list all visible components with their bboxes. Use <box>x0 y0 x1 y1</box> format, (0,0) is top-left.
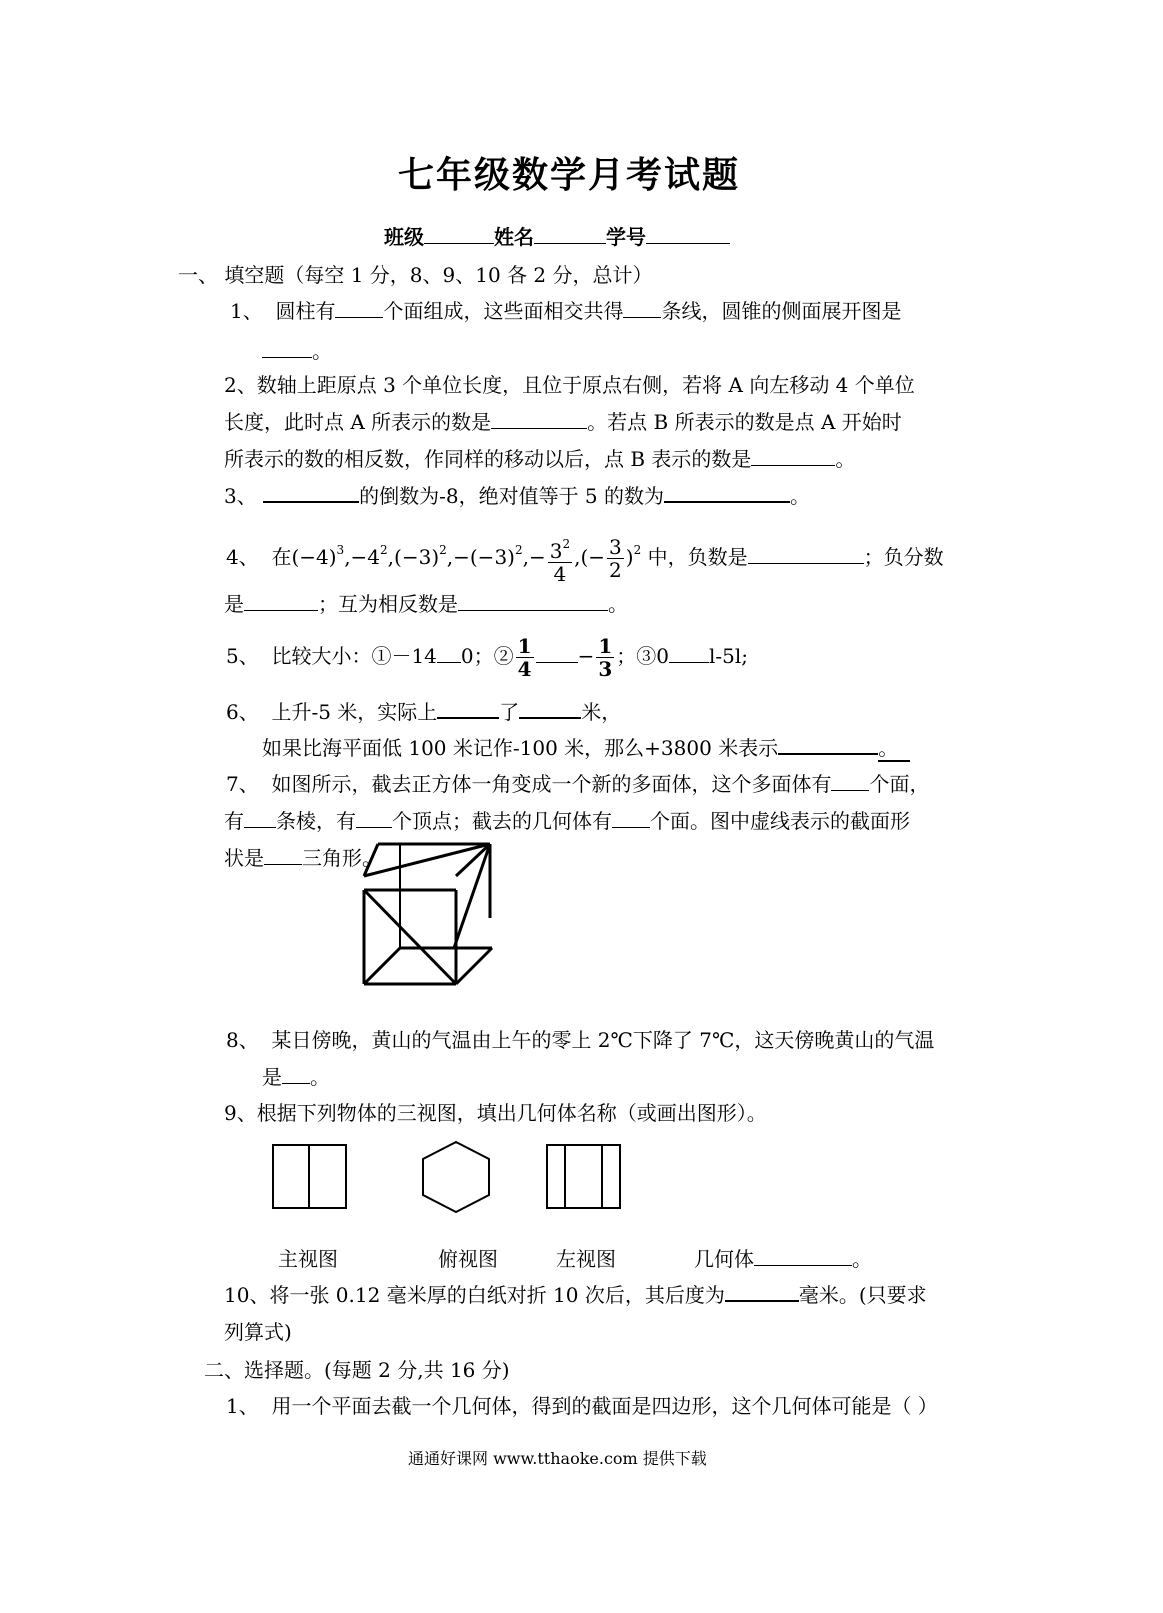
s2-q1-text: 用一个平面去截一个几何体，得到的截面是四边形，这个几何体可能是（ ） <box>271 1394 938 1418</box>
q7-blank5[interactable] <box>264 844 302 865</box>
q3-blank1[interactable] <box>263 481 359 503</box>
q2-line2 <box>224 407 902 437</box>
q7-blank2[interactable] <box>244 807 276 828</box>
q2-line3 <box>224 444 855 474</box>
student-number-blank[interactable] <box>646 223 730 244</box>
front-view-figure <box>272 1144 348 1210</box>
q7-text6: 个面。图中虚线表示的截面形 <box>650 809 910 833</box>
left-view-figure <box>546 1144 622 1210</box>
q8-number: 8、 <box>226 1028 259 1052</box>
solid-label-line <box>694 1244 872 1274</box>
section2-heading: 二、选择题。(每题 2 分,共 16 分) <box>204 1358 510 1382</box>
top-view-label: 俯视图 <box>438 1247 498 1271</box>
q3-number: 3、 <box>224 484 257 508</box>
q6-line1 <box>226 697 621 727</box>
q3-line <box>224 481 810 511</box>
q2-text3b: 。 <box>835 447 856 471</box>
s2-q1-line <box>226 1391 938 1421</box>
q4-text1: 中，负数是 <box>647 545 748 569</box>
q4-text5: 。 <box>608 592 628 616</box>
q5-blank3[interactable] <box>669 642 709 663</box>
q5-text5: l-5l; <box>708 644 748 668</box>
name-blank[interactable] <box>534 223 606 244</box>
q4-text3: 是 <box>224 592 244 616</box>
q4-text4: ；互为相反数是 <box>318 592 458 616</box>
q1-line2 <box>262 336 332 366</box>
q5-number: 5、 <box>226 644 259 668</box>
q8-text1: 某日傍晚，黄山的气温由上午的零上 2℃下降了 7℃，这天傍晚黄山的气温 <box>271 1028 935 1052</box>
q1-text3: 条线，圆锥的侧面展开图是 <box>661 299 902 323</box>
q6-text3: 米， <box>581 700 622 724</box>
student-number-label: 学号 <box>606 225 646 249</box>
q8-line1 <box>226 1025 934 1055</box>
class-label: 班级 <box>384 225 424 249</box>
q7-text8: 三角形。 <box>302 846 382 870</box>
q1-blank2[interactable] <box>623 297 661 318</box>
left-view-label: 左视图 <box>556 1247 616 1271</box>
q4-blank1[interactable] <box>748 543 864 564</box>
q7-blank4[interactable] <box>612 807 650 828</box>
q7-text2: 个面， <box>869 772 930 796</box>
q5-text1: 比较大小：①－14 <box>271 644 437 668</box>
q7-number: 7、 <box>226 772 259 796</box>
class-blank[interactable] <box>424 223 494 244</box>
q1-text2: 个面组成，这些面相交共得 <box>383 299 624 323</box>
q6-blank3[interactable] <box>778 733 878 755</box>
q7-text3: 有 <box>224 809 244 833</box>
q5-fraction1: $\frac{1}{4}$ <box>517 634 532 681</box>
q7-line1 <box>226 769 929 799</box>
q7-blank3[interactable] <box>356 807 392 828</box>
student-info-line <box>384 222 730 252</box>
q8-blank[interactable] <box>282 1063 310 1084</box>
q4-pre: 在 <box>271 545 292 569</box>
q4-number: 4、 <box>226 545 259 569</box>
q7-text5: 个顶点；截去的几何体有 <box>392 809 612 833</box>
q3-text1: 的倒数为-8，绝对值等于 5 的数为 <box>359 484 665 508</box>
q9-line: 9、根据下列物体的三视图，填出几何体名称（或画出图形）。 <box>224 1101 767 1125</box>
q4-line1 <box>226 526 944 585</box>
q4-fraction2: $\frac{3}{2}$ <box>609 535 622 582</box>
q6-text1: 上升-5 米，实际上 <box>271 700 438 724</box>
q4-blank2[interactable] <box>244 590 318 611</box>
front-view-label: 主视图 <box>278 1247 338 1271</box>
q2-text3a: 所表示的数的相反数，作同样的移动以后，点 B 表示的数是 <box>224 447 752 471</box>
q1-line1 <box>230 296 901 326</box>
q1-text4: 。 <box>312 339 332 363</box>
q10-text1: 10、将一张 0.12 毫米厚的白纸对折 10 次后，其后度为 <box>224 1283 725 1307</box>
q10-line2: 列算式) <box>224 1320 292 1344</box>
q9-blank[interactable] <box>754 1245 852 1266</box>
q5-text4: ；③0 <box>616 644 669 668</box>
top-view-hexagon-figure <box>420 1140 492 1214</box>
q6-blank2[interactable] <box>519 697 581 719</box>
q5-minus: − <box>577 644 595 668</box>
q9-end: 。 <box>852 1247 872 1271</box>
q10-blank[interactable] <box>725 1280 799 1302</box>
q7-text7: 状是 <box>224 846 264 870</box>
q7-text1: 如图所示，截去正方体一角变成一个新的多面体，这个多面体有 <box>271 772 832 796</box>
q7-blank1[interactable] <box>831 770 869 791</box>
q4-blank3[interactable] <box>458 590 608 611</box>
q3-text2: 。 <box>790 484 811 508</box>
q1-blank1[interactable] <box>335 297 383 318</box>
q2-text2a: 长度，此时点 A 所表示的数是 <box>224 410 492 434</box>
q6-text5: 。 <box>878 736 910 762</box>
q6-number: 6、 <box>226 700 259 724</box>
q5-text2: 0；② <box>460 644 514 668</box>
q4-text2: ；负分数 <box>863 545 944 569</box>
page-title: 七年级数学月考试题 <box>398 154 741 196</box>
q10-text2: 毫米。(只要求 <box>798 1283 927 1307</box>
q5-blank1[interactable] <box>437 642 461 663</box>
q8-line2 <box>262 1062 330 1092</box>
truncated-cube-figure <box>350 838 500 988</box>
q1-text1: 圆柱有 <box>275 299 336 323</box>
q2-text2b: 。若点 B 所表示的数是点 A 开始时 <box>587 410 902 434</box>
q6-text2: 了 <box>499 700 520 724</box>
q8-text3: 。 <box>310 1065 330 1089</box>
q7-line2 <box>224 806 910 836</box>
q4-fraction1: $\frac{3^2}{4}$ <box>548 533 572 585</box>
s2-q1-number: 1、 <box>226 1394 259 1418</box>
q2-line1: 2、数轴上距原点 3 个单位长度，且位于原点右侧，若将 A 向左移动 4 个单位 <box>224 373 915 397</box>
q5-line <box>226 630 748 682</box>
q6-blank1[interactable] <box>437 697 499 719</box>
section1-heading: 一、 填空题（每空 1 分，8、9、10 各 2 分，总计） <box>178 263 653 287</box>
q3-blank2[interactable] <box>664 481 790 503</box>
q5-blank2[interactable] <box>536 642 578 663</box>
q2-blank1[interactable] <box>491 408 587 429</box>
solid-label: 几何体 <box>694 1247 754 1271</box>
q4-expression: $(-4)^3,-4^2,(-3)^2,-(-3)^2,-$ $\frac{3^2}{4}$ ,(− $\frac{3}{2}$ )$^2$ <box>291 545 641 569</box>
q1-blank3[interactable] <box>262 337 312 358</box>
page-footer: 通通好课网 www.tthaoke.com 提供下载 <box>408 1449 707 1468</box>
q1-number: 1、 <box>230 299 263 323</box>
q6-line2 <box>262 733 910 763</box>
q10-line1 <box>224 1280 927 1310</box>
q2-blank2[interactable] <box>751 445 835 466</box>
q6-text4: 如果比海平面低 100 米记作-100 米，那么+3800 米表示 <box>262 736 779 760</box>
q5-fraction2: $\frac{1}{3}$ <box>598 634 613 681</box>
q8-text2: 是 <box>262 1065 282 1089</box>
q4-line2 <box>224 589 628 619</box>
q7-text4: 条棱，有 <box>276 809 356 833</box>
name-label: 姓名 <box>494 225 534 249</box>
